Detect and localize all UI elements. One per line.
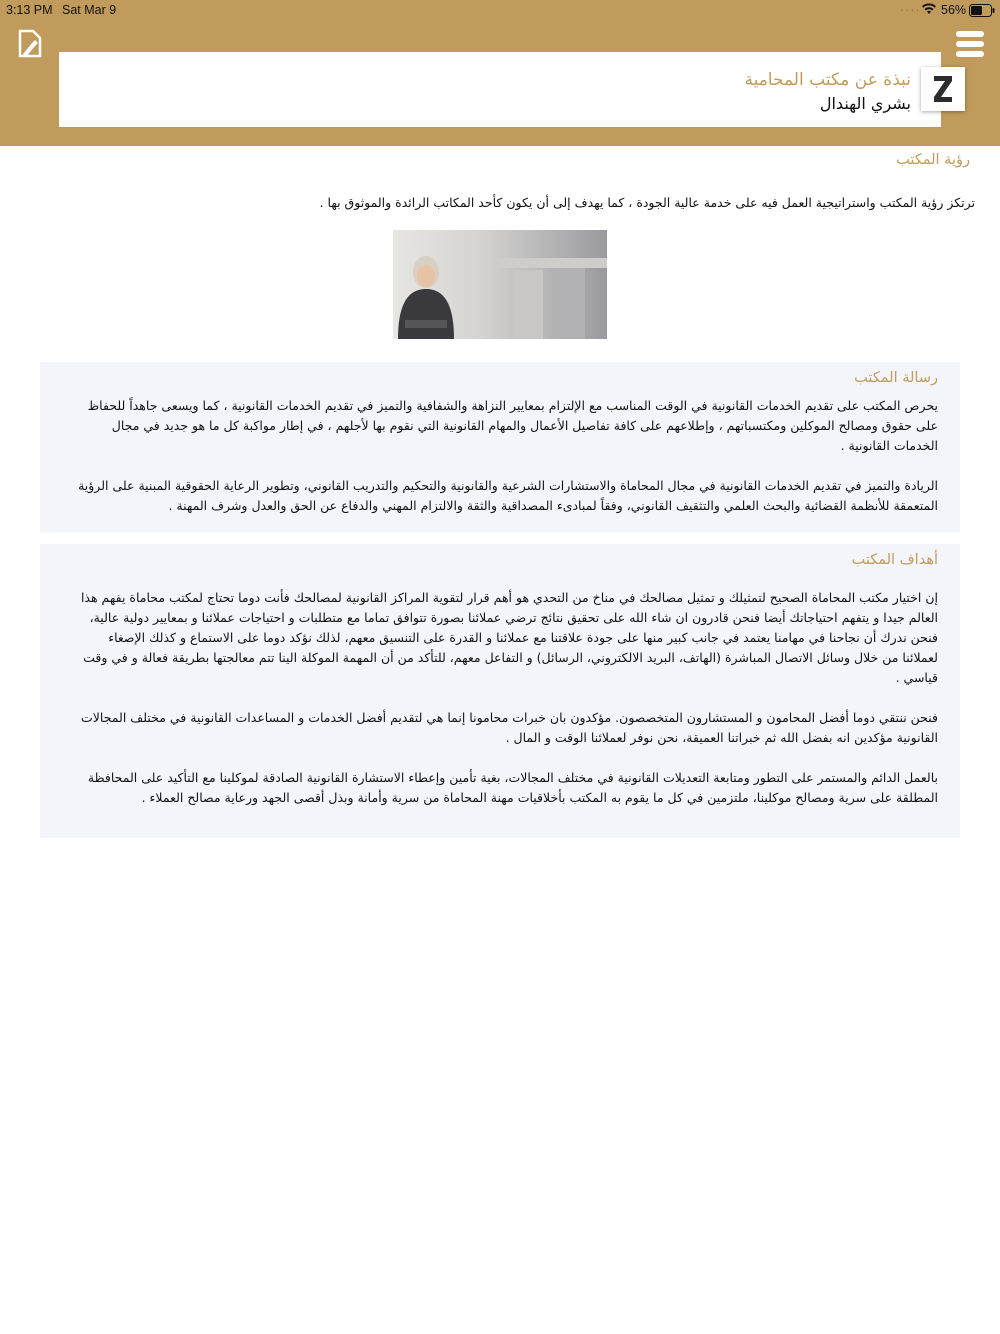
goals-paragraph: بالعمل الدائم والمستمر على التطور ومتابعة التعديلات القانونية في مختلف المجالات، بغية تأمين وإعطاء الاستشارة القانونية الصادقة لموكلينا مع التأكيد على المحافظة المطلقة على سرية ومصالح موكلينا، ملتزمين في كل ما يقوم به المكتب بأخلاقيات مهنة المحاماة من سرية وأمانة وبذل أقصى الجهد ورعاية مصالح العملاء .: [87, 770, 938, 805]
lawyer-photo: [393, 230, 607, 339]
mission-title: رسالة المكتب: [854, 370, 938, 386]
goals-panel: [40, 544, 960, 838]
status-time: 3:13 PM: [6, 3, 53, 17]
mission-paragraph: الريادة والتميز في تقديم الخدمات القانونية في مجال المحاماة والاستشارات الشرعية والقانونية والتحكيم والتدريب القانوني، وتطوير الرعاية الحقوقية المبنية على الرؤية المتعمقة للأنظمة القضائية والبحث العلمي والتثقيف القانوني، وفقاً لمبادىء المصداقية والثقة والالتزام المهني والدفاع عن الحق والعدل وشرف المهنة .: [78, 478, 938, 513]
goals-paragraph: إن اختيار مكتب المحاماة الصحيح لتمثيلك و تمثيل مصالحك في مناخ من التحدي هو أهم قرار لتقوية المراكز القانونية لمصالحك فأنت دوما تحتاج لمكتب محاماة يفهم هذا العالم جيدا و يتفهم احتياجاتك أيضا فنحن قادرون ان شاء الله على تحقيق نتائج ترضي عملائنا بصورة تتوافق تماما مع متطلبات و احتياجات عملائنا و بمعايير دولية عالية، فنحن ندرك أن نجاحنا في مهامنا يعتمد في جانب كبير منها على جودة علاقتنا مع عملائنا و القدرة على التنسيق معهم، لذلك نؤكد دوما على الاستماع و كذلك الإصغاء لعملائنا من خلال وسائل الاتصال المباشرة (الهاتف، البريد الالكتروني، الرسائل) و التفاعل معهم، للتأكد من أن المهمة الموكلة الينا تتم معالجتها بطريقة فعالة و في وقت قياسي .: [80, 590, 938, 685]
battery-icon: [969, 4, 995, 20]
vision-text: ترتكز رؤية المكتب واستراتيجية العمل فيه على خدمة عالية الجودة ، كما يهدف إلى أن يكون كأحد المكاتب الرائدة والموثوق بها .: [319, 195, 975, 210]
menu-button[interactable]: [956, 31, 984, 61]
logo: [921, 67, 965, 111]
vision-title: رؤية المكتب: [896, 152, 970, 168]
goals-title: أهداف المكتب: [851, 552, 938, 568]
mission-paragraph: يحرص المكتب على تقديم الخدمات القانونية في الوقت المناسب مع الإلتزام بمعايير النزاهة والشفافية والتميز في تقديم الخدمات القانونية ، كما ويسعى جاهداً للحفاظ على حقوق ومصالح الموكلين ومكتسباتهم ، وإطلاعهم على كافة تفاصيل الأعمال والمهام القانونية التي نقوم بها لأجلهم ، في إطار مواكبة كل ما هو جديد في مجال الخدمات القانونية .: [87, 398, 938, 453]
battery-percent: 56%: [941, 3, 967, 17]
status-date: Sat Mar 9: [62, 3, 117, 17]
wifi-icon: [921, 3, 937, 18]
app-header: [0, 0, 1000, 146]
edit-document-icon[interactable]: [17, 29, 43, 63]
lawyer-name: بشري الهندال: [819, 94, 911, 113]
mission-panel: [40, 362, 960, 533]
signal-icon: ····: [900, 3, 921, 17]
goals-paragraph: فنحن ننتقي دوما أفضل المحامون و المستشارون المتخصصون. مؤكدون بان خبرات محامونا إنما هي لتقديم أفضل الخدمات و المساعدات القانونية في مختلف المجالات القانونية مؤكدين انه بفضل الله ثم خبراتنا العميقة، نحن نوفر لعملائنا الوقت و المال .: [81, 710, 938, 745]
page-title: نبذة عن مكتب المحامية: [744, 70, 911, 90]
